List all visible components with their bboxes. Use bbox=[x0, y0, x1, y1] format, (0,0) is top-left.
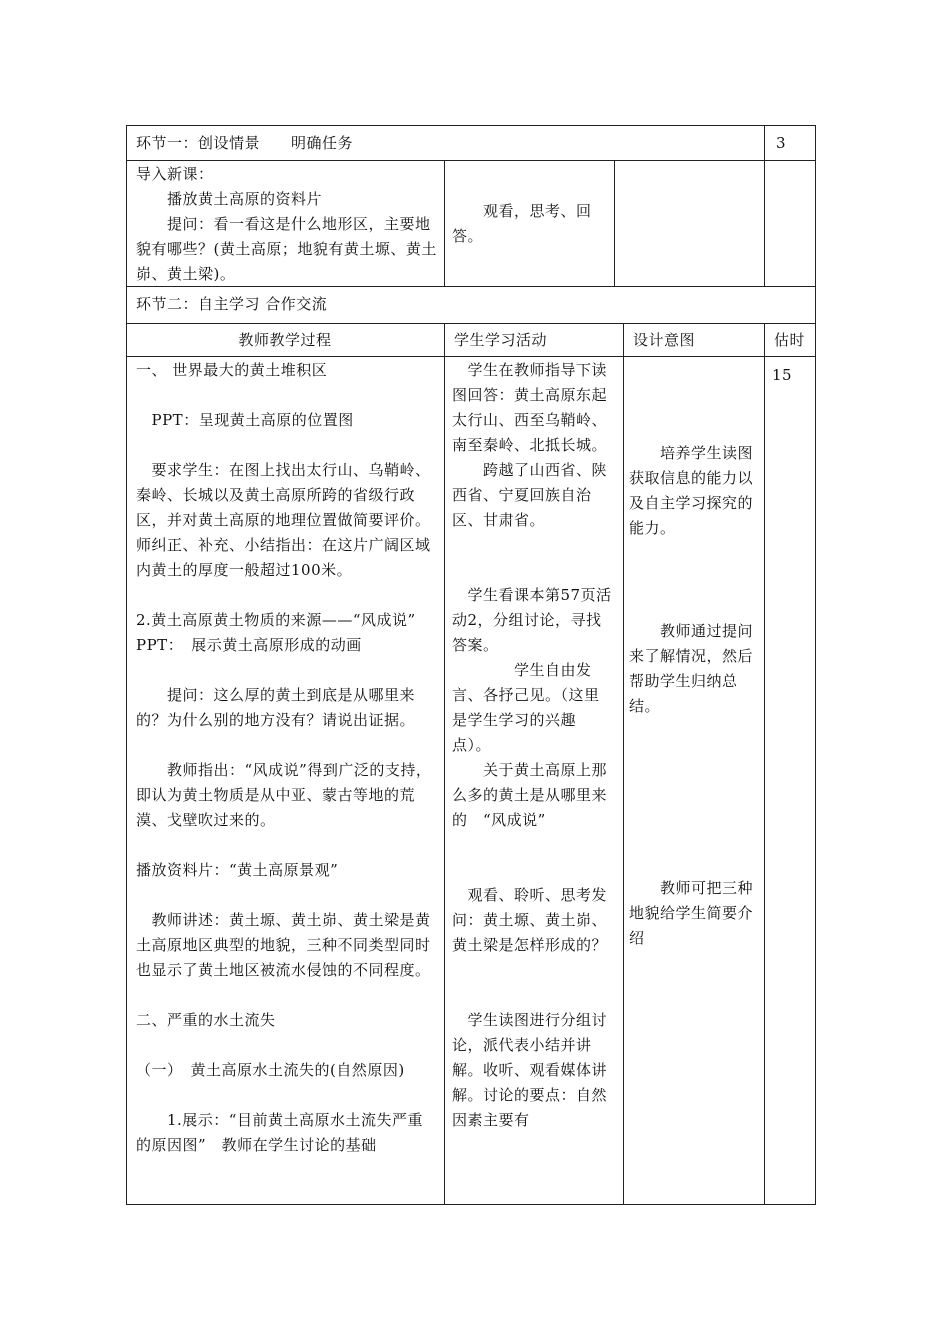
teacher-line bbox=[136, 658, 438, 683]
row-divider bbox=[126, 160, 816, 161]
student-activity bbox=[452, 358, 614, 1133]
row-divider bbox=[126, 356, 816, 357]
col-divider bbox=[764, 125, 765, 286]
teacher-line bbox=[136, 383, 438, 408]
section1-minutes: 3 bbox=[776, 134, 787, 152]
teacher-line bbox=[136, 583, 438, 608]
teacher-line: 播放资料片：“黄土高原景观” bbox=[136, 861, 339, 879]
teacher-line: 二、严重的水土流失 bbox=[136, 1011, 276, 1029]
student-line bbox=[452, 833, 614, 858]
teacher-line: 教师讲述：黄土塬、黄土峁、黄土梁是黄土高原地区典型的地貌，三种不同类型同时也显示了黄土地区被流水侵蚀的不同程度。 bbox=[136, 911, 431, 979]
teacher-line: 教师指出：“风成说”得到广泛的支持，即认为黄土物质是从中亚、蒙古等地的荒漠、戈壁吹过来的。 bbox=[136, 761, 432, 829]
col-divider bbox=[614, 160, 615, 286]
design-intent-1: 培养学生读图获取信息的能力以及自主学习探究的能力。 bbox=[629, 444, 754, 537]
col-header-time: 估时 bbox=[773, 331, 805, 349]
student-line bbox=[452, 533, 614, 558]
section1-student: 观看，思考、回答。 bbox=[452, 202, 592, 245]
student-line bbox=[452, 558, 614, 583]
col-header-teacher: 教师教学过程 bbox=[238, 331, 332, 349]
design-intent-2: 教师通过提问来了解情况，然后帮助学生归纳总结。 bbox=[629, 622, 754, 715]
teacher-line: 一、 世界最大的黄土堆积区 bbox=[136, 361, 328, 379]
col-divider bbox=[444, 160, 445, 286]
lesson-plan-table bbox=[126, 125, 816, 1205]
student-line bbox=[452, 958, 614, 983]
table-border-top bbox=[126, 125, 816, 126]
student-line: 关于黄土高原上那么多的黄土是从哪里来的 “风成说” bbox=[452, 761, 608, 829]
student-line bbox=[452, 983, 614, 1008]
section1-header: 环节一：创设情景 明确任务 bbox=[136, 134, 354, 152]
section2-header: 环节二：自主学习 合作交流 bbox=[136, 295, 328, 313]
student-line: 学生自由发言、各抒己见。（这里是学生学习的兴趣点）。 bbox=[452, 661, 600, 754]
teacher-process bbox=[136, 358, 438, 1158]
teacher-line: 2.黄土高原黄土物质的来源——“风成说” PPT： 展示黄土高原形成的动画 bbox=[136, 611, 432, 654]
teacher-line: 要求学生：在图上找出太行山、乌鞘岭、秦岭、长城以及黄土高原所跨的省级行政区，并对黄土高原的地理位置做简要评价。 师纠正、补充、小结指出：在这片广阔区域内黄土的厚度一般超过100米。 bbox=[136, 461, 439, 579]
student-line: 学生在教师指导下读图回答：黄土高原东起太行山、西至乌鞘岭、南至秦岭、北抵长城。 bbox=[452, 361, 608, 454]
teacher-line bbox=[136, 883, 438, 908]
section1-teacher bbox=[136, 162, 438, 287]
student-line: 学生看课本第57页活动2，分组讨论，寻找答案。 bbox=[452, 586, 612, 654]
table-border-left bbox=[126, 125, 127, 1205]
teacher-line: 播放黄土高原的资料片 bbox=[136, 190, 323, 208]
col-divider bbox=[764, 323, 765, 1205]
col-divider bbox=[623, 323, 624, 1205]
teacher-line bbox=[136, 733, 438, 758]
teacher-line: 提问：看一看这是什么地形区，主要地貌有哪些？(黄土高原；地貌有黄土塬、黄土峁、黄土梁)。 bbox=[136, 215, 437, 283]
teacher-line: （一） 黄土高原水土流失的(自然原因) bbox=[136, 1061, 405, 1079]
col-divider bbox=[444, 323, 445, 1205]
teacher-line bbox=[136, 433, 438, 458]
row-minutes: 15 bbox=[772, 366, 793, 384]
col-header-student: 学生学习活动 bbox=[454, 331, 548, 349]
teacher-line: 1.展示：“目前黄土高原水土流失严重的原因图” 教师在学生讨论的基础 bbox=[136, 1111, 423, 1154]
student-line: 观看、聆听、思考发问：黄土塬、黄土峁、黄土梁是怎样形成的？ bbox=[452, 886, 608, 954]
teacher-line: PPT：呈现黄土高原的位置图 bbox=[136, 411, 354, 429]
teacher-line: 提问：这么厚的黄土到底是从哪里来的？为什么别的地方没有？请说出证据。 bbox=[136, 686, 416, 729]
teacher-line bbox=[136, 983, 438, 1008]
teacher-line bbox=[136, 1033, 438, 1058]
table-border-bottom bbox=[126, 1204, 816, 1205]
col-header-intent: 设计意图 bbox=[633, 331, 696, 349]
row-divider bbox=[126, 323, 816, 324]
design-intent-3: 教师可把三种地貌给学生简要介绍 bbox=[629, 879, 754, 947]
teacher-line bbox=[136, 833, 438, 858]
table-border-right bbox=[815, 125, 816, 1205]
student-line bbox=[452, 858, 614, 883]
student-line: 学生读图进行分组讨论，派代表小结并讲解。收听、观看媒体讲解。讨论的要点：自然因素主要有 bbox=[452, 1011, 608, 1129]
teacher-line bbox=[136, 1083, 438, 1108]
teacher-line: 导入新课： bbox=[136, 165, 214, 183]
student-line: 跨越了山西省、陕西省、宁夏回族自治区、甘肃省。 bbox=[452, 461, 608, 529]
